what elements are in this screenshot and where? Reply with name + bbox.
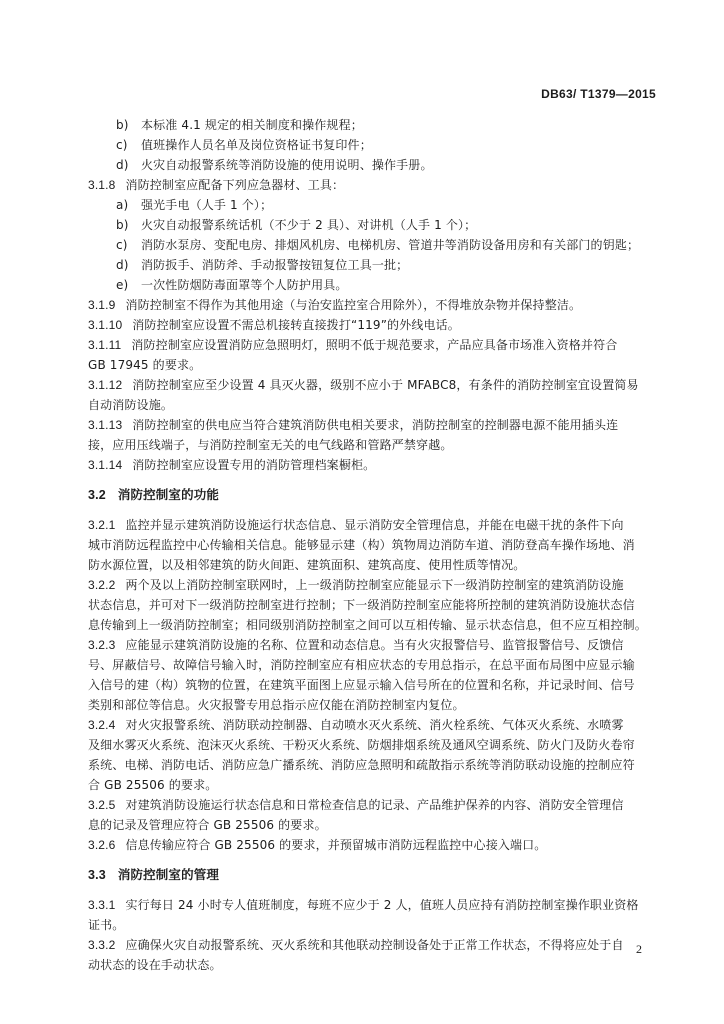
clause-number: 3.2.3 (88, 638, 116, 652)
clause-continuation: 息传输到上一级消防控制室；相同级别消防控制室之间可以互相传输、显示状态信息，但不应互相控制。 (88, 618, 647, 632)
clause-text: 消防控制室应至少设置 4 具灭火器，级别不应小于 MFABC8，有条件的消防控制室宜设置简易 (132, 378, 639, 392)
clause-3-2-4 (88, 718, 658, 732)
clause-3-1-12 (88, 378, 658, 392)
clause-text: 消防控制室的供电应当符合建筑消防供电相关要求，消防控制室的控制器电源不能用插头连 (132, 418, 619, 432)
clause-3-2-1 (88, 518, 658, 532)
clause-text: 应确保火灾自动报警系统、灭火系统和其他联动控制设备处于正常工作状态，不得将应处于自 (125, 938, 624, 952)
clause-text: 两个及以上消防控制室联网时，上一级消防控制室应能显示下一级消防控制室的建筑消防设施 (125, 578, 624, 592)
list-item (116, 238, 686, 252)
clause-number: 3.1.12 (88, 378, 123, 392)
clause-3-1-11 (88, 338, 658, 352)
document-code-header: DB63/ T1379—2015 (541, 87, 656, 101)
list-marker: c) (116, 238, 128, 252)
list-text: 消防水泵房、变配电房、排烟风机房、电梯机房、管道井等消防设备用房和有关部门的钥匙； (141, 238, 640, 252)
list-marker: e) (116, 278, 129, 292)
list-marker: d) (116, 158, 129, 172)
clause-text: 消防控制室应配备下列应急器材、工具： (125, 178, 345, 192)
clause-text: 实行每日 24 小时专人值班制度，每班不应少于 2 人，值班人员应持有消防控制室操作职业资格 (125, 898, 639, 912)
clause-continuation: 类别和部位等信息。火灾报警专用总指示应仅能在消防控制室内复位。 (88, 698, 465, 712)
clause-number: 3.2.2 (88, 578, 116, 592)
list-marker: a) (116, 198, 129, 212)
clause-number: 3.2.4 (88, 718, 116, 732)
page-number: 2 (636, 942, 642, 956)
clause-number: 3.1.10 (88, 318, 123, 332)
clause-3-3-1 (88, 898, 658, 912)
clause-text: 消防控制室应设置消防应急照明灯，照明不低于规范要求，产品应具备市场准入资格并符合 (131, 338, 618, 352)
list-item (116, 118, 686, 132)
clause-text: 监控并显示建筑消防设施运行状态信息、显示消防安全管理信息，并能在电磁干扰的条件下向 (125, 518, 624, 532)
clause-number: 3.1.9 (88, 298, 116, 312)
list-text: 强光手电（人手 1 个）； (141, 198, 273, 212)
clause-text: 信息传输应符合 GB 25506 的要求，并预留城市消防远程监控中心接入端口。 (125, 838, 547, 852)
clause-continuation: 接，应用压线端子，与消防控制室无关的电气线路和管路严禁穿越。 (88, 438, 453, 452)
clause-number: 3.1.13 (88, 418, 123, 432)
list-item (116, 158, 686, 172)
clause-continuation: 合 GB 25506 的要求。 (88, 778, 218, 792)
clause-continuation: 动状态的设在手动状态。 (88, 958, 222, 972)
list-text: 火灾自动报警系统等消防设施的使用说明、操作手册。 (141, 158, 433, 172)
list-text: 本标准 4.1 规定的相关制度和操作规程； (141, 118, 363, 132)
clause-number: 3.1.8 (88, 178, 116, 192)
section-number: 3.2 (88, 488, 106, 502)
clause-3-2-5 (88, 798, 658, 812)
list-marker: d) (116, 258, 129, 272)
clause-continuation: 系统、电梯、消防电话、消防应急广播系统、消防应急照明和疏散指示系统等消防联动设施的控制应符 (88, 758, 635, 772)
list-item (116, 138, 686, 152)
clause-continuation: 状态信息，并可对下一级消防控制室进行控制；下一级消防控制室应能将所控制的建筑消防设施状态信 (88, 598, 635, 612)
clause-number: 3.2.5 (88, 798, 116, 812)
list-text: 火灾自动报警系统话机（不少于 2 具）、对讲机（人手 1 个）； (141, 218, 477, 232)
clause-text: 消防控制室应设置不需总机接转直接拨打“119”的外线电话。 (132, 318, 460, 332)
clause-continuation: 号、屏蔽信号、故障信号输入时，消防控制室应有相应状态的专用总指示，在总平面布局图中应显示输 (88, 658, 635, 672)
clause-3-1-14 (88, 458, 658, 472)
clause-continuation: 及细水雾灭火系统、泡沫灭火系统、干粉灭火系统、防烟排烟系统及通风空调系统、防火门及防火卷帘 (88, 738, 635, 752)
clause-3-1-10 (88, 318, 658, 332)
list-marker: c) (116, 138, 128, 152)
clause-number: 3.3.1 (88, 898, 116, 912)
clause-continuation: 证书。 (88, 918, 125, 932)
clause-text: 对建筑消防设施运行状态信息和日常检查信息的记录、产品维护保养的内容、消防安全管理信 (125, 798, 624, 812)
clause-3-1-8 (88, 178, 658, 192)
clause-number: 3.3.2 (88, 938, 116, 952)
clause-number: 3.2.1 (88, 518, 116, 532)
section-title: 消防控制室的管理 (117, 867, 220, 882)
clause-continuation: 自动消防设施。 (88, 398, 174, 412)
clause-text: 对火灾报警系统、消防联动控制器、自动喷水灭火系统、消火栓系统、气体灭火系统、水喷雾 (125, 718, 624, 732)
list-item (116, 198, 686, 212)
clause-continuation: GB 17945 的要求。 (88, 358, 202, 372)
section-heading-3-2 (88, 488, 658, 502)
clause-3-3-2 (88, 938, 658, 952)
clause-3-1-9 (88, 298, 658, 312)
section-title: 消防控制室的功能 (117, 487, 220, 502)
clause-continuation: 城市消防远程监控中心传输相关信息。能够显示建（构）筑物周边消防车道、消防登高车操作场地、消 (88, 538, 635, 552)
list-item (116, 278, 686, 292)
clause-text: 消防控制室应设置专用的消防管理档案橱柜。 (132, 458, 376, 472)
section-heading-3-3 (88, 868, 658, 882)
clause-3-2-6 (88, 838, 658, 852)
section-number: 3.3 (88, 868, 106, 882)
clause-3-1-13 (88, 418, 658, 432)
clause-3-2-3 (88, 638, 658, 652)
clause-number: 3.1.11 (88, 338, 122, 352)
list-marker: b) (116, 218, 129, 232)
list-item (116, 218, 686, 232)
clause-number: 3.2.6 (88, 838, 116, 852)
clause-continuation: 防水源位置，以及相邻建筑的防火间距、建筑面积、建筑高度、使用性质等情况。 (88, 558, 526, 572)
list-text: 值班操作人员名单及岗位资格证书复印件； (141, 138, 372, 152)
list-item (116, 258, 686, 272)
list-text: 消防扳手、消防斧、手动报警按钮复位工具一批； (141, 258, 409, 272)
clause-continuation: 入信号的建（构）筑物的位置，在建筑平面图上应显示输入信号所在的位置和名称，并记录时间、信号 (88, 678, 635, 692)
clause-text: 消防控制室不得作为其他用途（与治安监控室合用除外），不得堆放杂物并保持整洁。 (125, 298, 582, 312)
clause-continuation: 息的记录及管理应符合 GB 25506 的要求。 (88, 818, 327, 832)
list-marker: b) (116, 118, 129, 132)
clause-text: 应能显示建筑消防设施的名称、位置和动态信息。当有火灾报警信号、监管报警信号、反馈信 (125, 638, 624, 652)
list-text: 一次性防烟防毒面罩等个人防护用具。 (141, 278, 348, 292)
clause-number: 3.1.14 (88, 458, 123, 472)
clause-3-2-2 (88, 578, 658, 592)
